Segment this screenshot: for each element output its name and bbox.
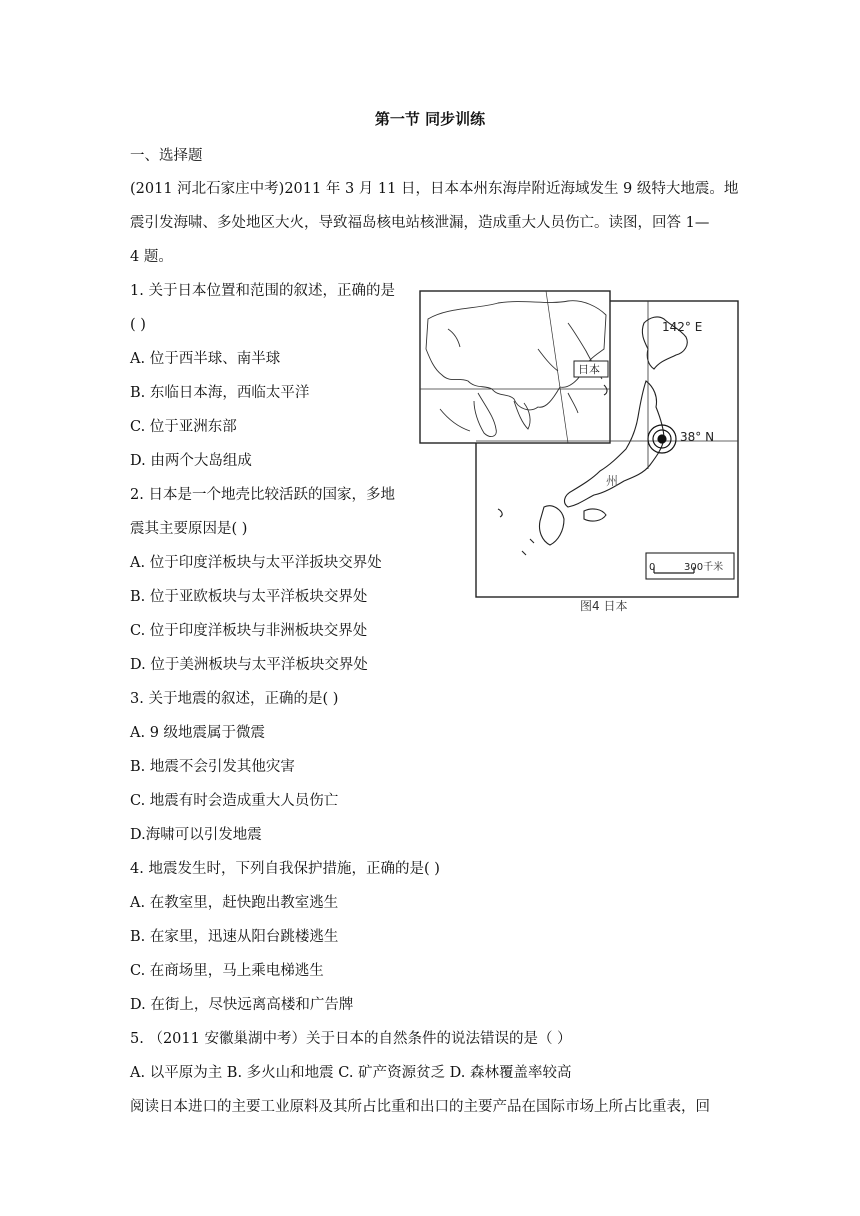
q1-stem-line-2: ( ) [130,317,146,333]
q2-option-a: A. 位于印度洋板块与太平洋扳块交界处 [130,555,382,571]
q5-stem: 5. （2011 安徽巢湖中考）关于日本的自然条件的说法错误的是（ ） [130,1031,572,1047]
q2-option-d: D. 位于美洲板块与太平洋板块交界处 [130,657,368,673]
map-caption: 图4 日本 [580,599,628,613]
longitude-label: 142° E [662,320,703,334]
q5-options: A. 以平原为主 B. 多火山和地震 C. 矿产资源贫乏 D. 森林覆盖率较高 [130,1065,572,1081]
intro-line-2: 震引发海啸、多处地区大火，导致福岛核电站核泄漏，造成重大人员伤亡。读图，回答 1— [130,215,710,231]
latitude-label: 38° N [680,430,715,444]
q4-option-a: A. 在教室里，赶快跑出教室逃生 [130,895,339,911]
scale-zero: 0 [649,562,656,573]
q1-option-c: C. 位于亚洲东部 [130,419,237,435]
q4-option-b: B. 在家里，迅速从阳台跳楼逃生 [130,929,339,945]
q2-stem-line-2: 震其主要原因是( ) [130,521,248,537]
intro-line-1: (2011 河北石家庄中考)2011 年 3 月 11 日，日本本州东海岸附近海域发生 9 级特大地震。地 [130,181,739,197]
intro-line-3: 4 题。 [130,249,173,265]
q1-stem-line-1: 1. 关于日本位置和范围的叙述，正确的是 [130,283,395,299]
q4-option-c: C. 在商场里，马上乘电梯逃生 [130,963,324,979]
scale-bar [646,553,734,579]
q1-option-b: B. 东临日本海，西临太平洋 [130,385,310,401]
honshu-label: 州 [606,474,619,488]
q3-option-c: C. 地震有时会造成重大人员伤亡 [130,793,339,809]
q4-option-d: D. 在街上，尽快远离高楼和广告牌 [130,997,354,1013]
q2-stem-line-1: 2. 日本是一个地壳比较活跃的国家，多地 [130,487,395,503]
q2-option-c: C. 位于印度洋板块与非洲板块交界处 [130,623,368,639]
inset-japan-label: 日本 [578,363,600,376]
section-heading: 一、选择题 [130,148,203,164]
q3-option-d: D.海啸可以引发地震 [130,827,262,843]
q1-option-d: D. 由两个大岛组成 [130,453,252,469]
q4-stem: 4. 地震发生时，下列自我保护措施，正确的是( ) [130,861,440,877]
q1-option-a: A. 位于西半球、南半球 [130,351,281,367]
q3-option-a: A. 9 级地震属于微震 [130,725,266,741]
q3-stem: 3. 关于地震的叙述，正确的是( ) [130,691,339,707]
japan-map [418,289,740,599]
tail-line: 阅读日本进口的主要工业原料及其所占比重和出口的主要产品在国际市场上所占比重表，回 [130,1099,710,1115]
page-title: 第一节 同步训练 [374,110,486,128]
q2-option-b: B. 位于亚欧板块与太平洋板块交界处 [130,589,368,605]
japan-map-figure [418,289,740,619]
scale-label: 300千米 [684,562,724,573]
q3-option-b: B. 地震不会引发其他灾害 [130,759,295,775]
